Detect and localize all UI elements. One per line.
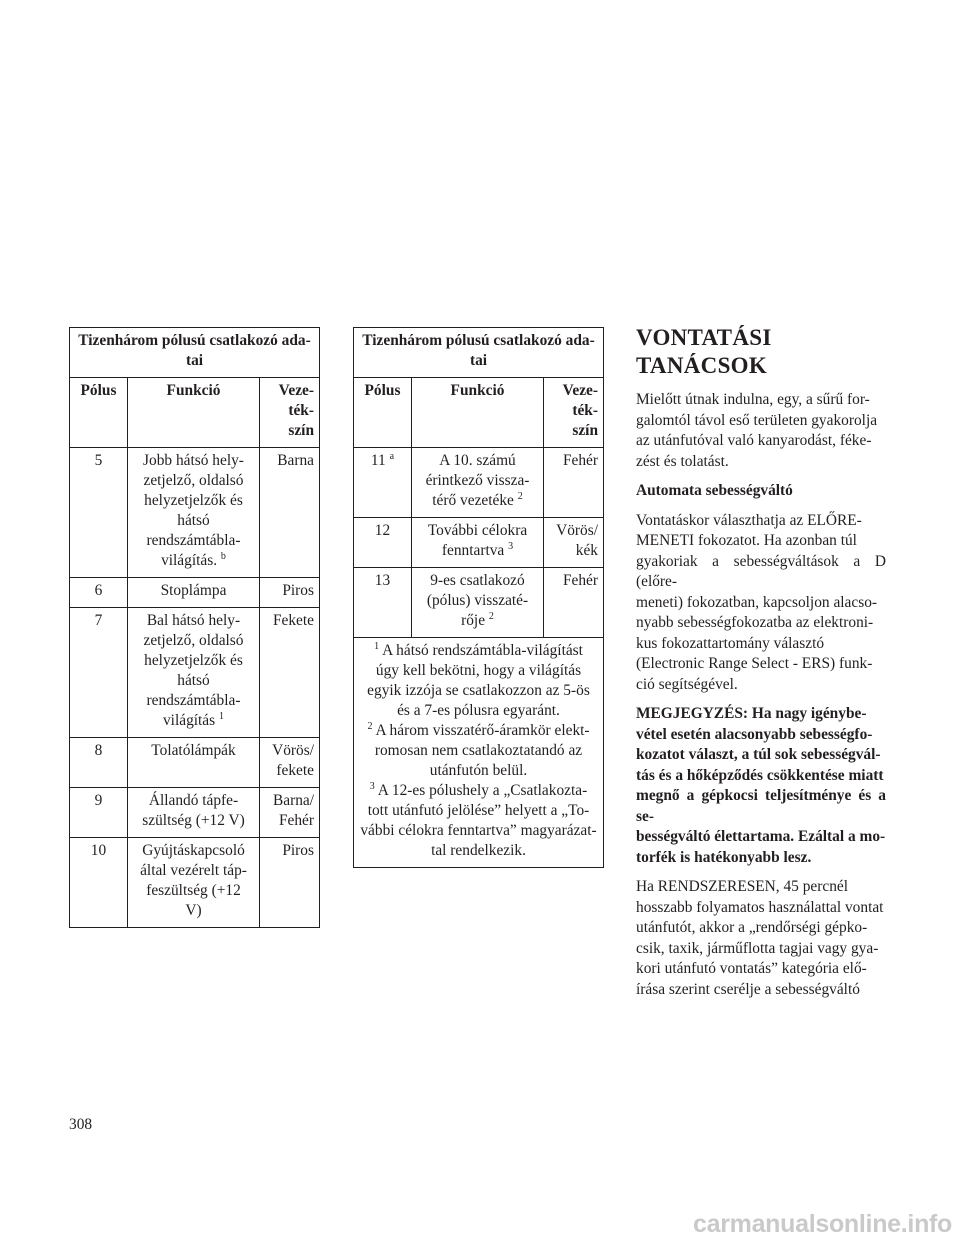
pin-function: A 10. számú érintkező vissza- térő vezetéke $^2$ xyxy=(412,448,544,518)
pin-function: Tolatólámpák xyxy=(128,738,260,788)
connector-table-left xyxy=(69,327,320,928)
table-row xyxy=(70,608,320,738)
pin-number: 9 xyxy=(70,788,128,838)
pin-number: 7 xyxy=(70,608,128,738)
wire-color: Piros xyxy=(260,838,320,928)
pin-number: 11 $^a$ xyxy=(354,448,412,518)
wire-color: Barna/ Fehér xyxy=(260,788,320,838)
regular-towing-paragraph: Ha RENDSZERESEN, 45 percnél hosszabb folyamatos használattal vontat utánfutót, akkor a „rendőrségi gépko- csik, taxik, járműflotta tagjai vagy gya- kori utánfutó vontatás” kategória elő- írása szerint cserélje a sebességváltó xyxy=(636,878,884,998)
pin-function: További célokra fenntartva $^3$ xyxy=(412,518,544,568)
table-title: Tizenhárom pólusú csatlakozó ada- tai xyxy=(70,328,320,378)
watermark-logo: carmanualsonline.info xyxy=(693,1210,953,1238)
pin-number: 8 xyxy=(70,738,128,788)
footnote-marker: a xyxy=(389,450,395,462)
subheading-automatic-transmission: Automata sebességváltó xyxy=(636,482,793,499)
wire-color: Fehér xyxy=(544,448,604,518)
note-paragraph: MEGJEGYZÉS: Ha nagy igénybe- vétel esetén alacsonyabb sebességfo- kozatot választ, a túl sok sebességvál- tás és a hőképződés csökkentése miatt megnő a gépkocsi teljesítménye és a se- bességváltó élettartama. Ezáltal a mo- torfék is hatékonyabb lesz. xyxy=(636,705,886,866)
table-row xyxy=(354,518,604,568)
footnote-marker: 2 xyxy=(488,610,494,622)
table-row xyxy=(70,788,320,838)
wire-color: Vörös/ kék xyxy=(544,518,604,568)
footnote-marker: 1 xyxy=(219,710,224,722)
wire-color: Barna xyxy=(260,448,320,578)
wire-color: Piros xyxy=(260,578,320,608)
footnote: $^3$ A 12-es pólushely a „Csatlakozta- tott utánfutó jelölése” helyett a „To- vábbi célokra fenntartva” magyarázat- tal rendelkezik. xyxy=(360,780,597,859)
towing-tips-section xyxy=(636,324,886,1009)
table-row xyxy=(70,578,320,608)
column-header-function: Funkció xyxy=(128,378,260,448)
pin-number: 6 xyxy=(70,578,128,608)
footnote-number: 3 xyxy=(369,780,375,792)
pin-function: Stoplámpa xyxy=(128,578,260,608)
table-row xyxy=(70,448,320,578)
pin-function: Gyújtáskapcsoló által vezérelt táp- feszültség (+12 V) xyxy=(128,838,260,928)
pin-function: 9-es csatlakozó (pólus) visszaté- rője $^2$ xyxy=(412,568,544,638)
column-header-pin: Pólus xyxy=(354,378,412,448)
footnote-marker: 2 xyxy=(517,490,523,502)
wire-color: Fekete xyxy=(260,608,320,738)
footnote-marker: b xyxy=(220,550,226,562)
page-number: 308 xyxy=(69,1116,93,1133)
table-footnotes xyxy=(354,638,604,868)
wire-color: Fehér xyxy=(544,568,604,638)
column-header-wire-color: Veze- ték- szín xyxy=(544,378,604,448)
table-title: Tizenhárom pólusú csatlakozó ada- tai xyxy=(354,328,604,378)
pin-function: Állandó tápfe- szültség (+12 V) xyxy=(128,788,260,838)
pin-function: Bal hátsó hely- zetjelző, oldalsó helyzetjelzők és hátsó rendszámtábla- világítás $^1$ xyxy=(128,608,260,738)
pin-number: 13 xyxy=(354,568,412,638)
wire-color: Vörös/ fekete xyxy=(260,738,320,788)
pin-number: 12 xyxy=(354,518,412,568)
pin-number: 5 xyxy=(70,448,128,578)
intro-paragraph: Mielőtt útnak indulna, egy, a sűrű for- galomtól távol eső területen gyakorolja az utánfutóval való kanyarodást, féke- zést és tolatást. xyxy=(636,391,878,470)
table-row xyxy=(354,448,604,518)
table-row xyxy=(70,838,320,928)
connector-table-right xyxy=(353,327,604,868)
footnote: $^1$ A hátsó rendszámtábla-világítást úgy kell bekötni, hogy a világítás egyik izzója se csatlakozzon az 5-ös és a 7-es pólusra egyaránt. xyxy=(367,640,590,719)
column-header-pin: Pólus xyxy=(70,378,128,448)
table-row xyxy=(70,738,320,788)
column-header-function: Funkció xyxy=(412,378,544,448)
footnote: $^2$ A három visszatérő-áramkör elekt- romosan nem csatlakoztatandó az utánfutón belül. xyxy=(367,720,590,779)
footnote-number: 1 xyxy=(374,640,380,652)
transmission-paragraph: Vontatáskor választhatja az ELŐRE- MENETI fokozatot. Ha azonban túl gyakoriak a sebességváltások a D (előre- meneti) fokozatban, kapcsoljon alacso- nyabb sebességfokozatba az elektroni- kus fokozattartomány választó (Electronic Range Select - ERS) funk- ció segítségével. xyxy=(636,511,886,693)
pin-function: Jobb hátsó hely- zetjelző, oldalsó helyzetjelzők és hátsó rendszámtábla- világítás. $^b$ xyxy=(128,448,260,578)
table-row xyxy=(354,568,604,638)
column-header-wire-color: Veze- ték- szín xyxy=(260,378,320,448)
pin-number: 10 xyxy=(70,838,128,928)
footnote-marker: 3 xyxy=(508,540,514,552)
section-heading: VONTATÁSI TANÁCSOK xyxy=(636,325,772,378)
footnote-number: 2 xyxy=(367,720,373,732)
